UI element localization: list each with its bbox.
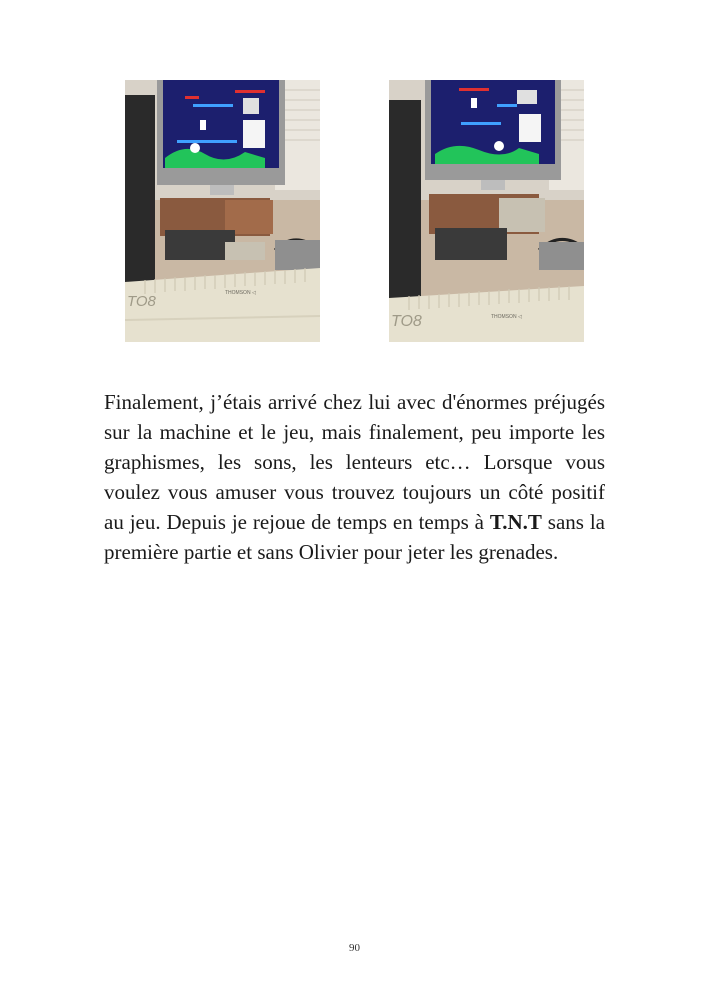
game-title-tnt: T.N.T xyxy=(489,510,542,534)
paragraph-text-1: Finalement, j’étais arrivé chez lui avec d'énormes préjugés sur la machine et le jeu, mais finalement, peu importe les graphismes, les sons, les lenteurs etc… Lorsque vous voulez vous amuser vous trouvez toujours un côté positif au jeu. Depuis je rejoue de temps en temps à xyxy=(104,390,605,534)
body-paragraph xyxy=(104,387,605,567)
to8-brand-text: TO8 xyxy=(391,313,422,330)
photo-to8-game-screen-1 xyxy=(125,80,320,342)
thomson-label: THOMSON ◁ xyxy=(225,290,256,296)
thomson-label: THOMSON ◁ xyxy=(491,314,522,320)
photo-to8-game-screen-2 xyxy=(389,80,584,342)
paragraph-text-2: sans la première partie et sans Olivier pour jeter les grenades. xyxy=(104,510,605,564)
to8-brand-text: TO8 xyxy=(127,293,156,310)
page-number: 90 xyxy=(349,942,360,954)
